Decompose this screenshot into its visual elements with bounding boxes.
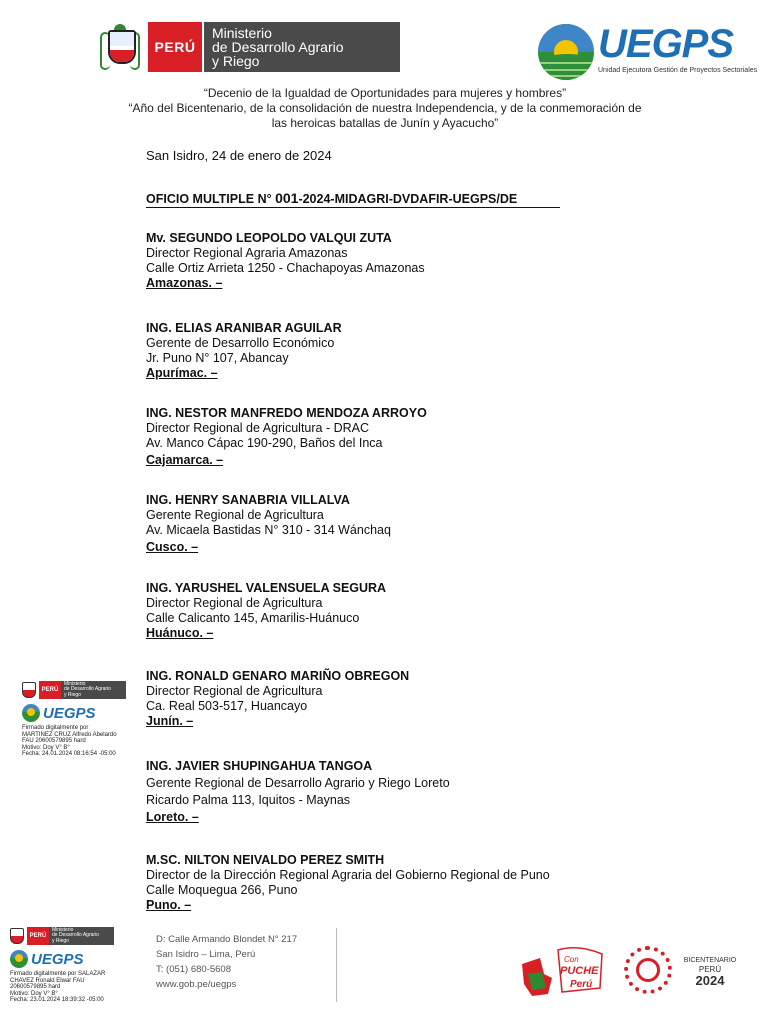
recipient-name: ING. NESTOR MANFREDO MENDOZA ARROYO: [146, 406, 427, 420]
recipient-name: ING. JAVIER SHUPINGAHUA TANGOA: [146, 759, 373, 773]
bicentenario-logo: BICENTENARIO PERÚ 2024: [624, 944, 744, 998]
digital-signature-stamp: PERÚ Ministerio de Desarrollo Agrario y Riego UEGPS Firmado digitalmente por MARTINEZ CRUZ Alfredo Abelardo FAU 20600579895 hard Motivo: Doy V° B° Fecha: 24.01.2024 08:16:54 -05:00: [22, 680, 132, 758]
recipient-role: Director Regional de Agricultura: [146, 684, 323, 698]
recipient-name: M.SC. NILTON NEIVALDO PEREZ SMITH: [146, 853, 385, 867]
oficio-number: 001: [275, 190, 299, 206]
recipient-block: [146, 581, 386, 641]
recipient-address: Calle Moquegua 266, Puno: [146, 883, 298, 897]
digital-signature-stamp: PERÚ Ministerio de Desarrollo Agrario y Riego UEGPS Firmado digitalmente por SALAZAR CHAVEZ Ronald Elwar FAU 20600579895 hard Motivo: Doy V° B° Fecha: 23.01.2024 18:39:32 -05:00: [10, 926, 120, 1004]
recipient-location: Puno. –: [146, 898, 192, 912]
svg-text:Perú: Perú: [570, 979, 593, 990]
uegps-wordmark: UEGPS: [598, 22, 734, 66]
recipient-location: Amazonas. –: [146, 276, 223, 290]
recipient-role: Director de la Dirección Regional Agraria del Gobierno Regional de Puno: [146, 868, 550, 882]
recipient-address: Calle Calicanto 145, Amarilis-Huánuco: [146, 611, 360, 625]
recipient-address: Calle Ortiz Arrieta 1250 - Chachapoyas Amazonas: [146, 261, 425, 275]
recipient-address: Av. Micaela Bastidas N° 310 - 314 Wánchaq: [146, 523, 391, 537]
recipient-name: Mv. SEGUNDO LEOPOLDO VALQUI ZUTA: [146, 231, 392, 245]
recipient-address: Av. Manco Cápac 190-290, Baños del Inca: [146, 436, 383, 450]
svg-text:Con: Con: [564, 955, 579, 964]
recipient-location: Apurímac. –: [146, 366, 218, 380]
recipient-block: [146, 406, 427, 468]
uegps-logo: [538, 22, 758, 80]
recipient-block: [146, 493, 391, 555]
recipient-name: ING. HENRY SANABRIA VILLALVA: [146, 493, 350, 507]
recipient-block: [146, 853, 550, 913]
motto-line: las heroicas batallas de Junín y Ayacucho”: [271, 116, 499, 130]
coat-of-arms-icon: [22, 682, 36, 698]
recipient-block: [146, 231, 425, 291]
recipient-block: [146, 759, 450, 825]
recipient-location: Cajamarca. –: [146, 453, 224, 467]
bicentenario-emblem-icon: [624, 946, 672, 994]
signature-details: Firmado digitalmente por SALAZAR CHAVEZ Ronald Elwar FAU 20600579895 hard Motivo: Doy V° B° Fecha: 23.01.2024 18:39:32 -05:00: [10, 971, 106, 1003]
recipient-address: Ricardo Palma 113, Iquitos - Maynas: [146, 793, 351, 807]
uegps-subtitle: Unidad Ejecutora Gestión de Proyectos Sectoriales: [598, 67, 758, 74]
recipient-role: Director Regional Agraria Amazonas: [146, 246, 348, 260]
recipient-name: ING. YARUSHEL VALENSUELA SEGURA: [146, 581, 387, 595]
year-mottos: [100, 86, 670, 131]
recipient-role: Director Regional de Agricultura: [146, 596, 323, 610]
website-link[interactable]: www.gob.pe/uegps: [156, 979, 237, 990]
document-reference: OFICIO MULTIPLE N° 001-2024-MIDAGRI-DVDAFIR-UEGPS/DE: [146, 190, 560, 208]
signature-details: Firmado digitalmente por MARTINEZ CRUZ Alfredo Abelardo FAU 20600579895 hard Motivo: Doy V° B° Fecha: 24.01.2024 08:16:54 -05:00: [22, 725, 117, 757]
coat-of-arms-icon: [10, 928, 24, 944]
footer-address: D: Calle Armando Blondet N° 217 San Isidro – Lima, Perú T: (051) 680-5608 www.gob.pe/uegps: [148, 928, 337, 1002]
uegps-emblem-icon: [10, 950, 28, 968]
recipient-block: [146, 669, 409, 729]
con-punche-peru-logo: [518, 944, 608, 998]
uegps-emblem-icon: [538, 24, 594, 80]
recipient-location: Junín. –: [146, 714, 194, 728]
recipient-location: Loreto. –: [146, 810, 199, 824]
recipient-name: ING. RONALD GENARO MARIÑO OBREGON: [146, 669, 410, 683]
recipient-role: Gerente de Desarrollo Económico: [146, 336, 335, 350]
recipient-address: Ca. Real 503-517, Huancayo: [146, 699, 308, 713]
recipient-role: Director Regional de Agricultura - DRAC: [146, 421, 370, 435]
recipient-role: Gerente Regional de Agricultura: [146, 508, 324, 522]
uegps-emblem-icon: [22, 704, 40, 722]
document-date: San Isidro, 24 de enero de 2024: [146, 148, 332, 163]
ministry-name: Ministerio de Desarrollo Agrario y Riego: [202, 22, 400, 72]
recipient-role: Gerente Regional de Desarrollo Agrario y Riego Loreto: [146, 776, 450, 790]
motto-line: “Decenio de la Igualdad de Oportunidades para mujeres y hombres”: [203, 86, 567, 100]
recipient-location: Huánuco. –: [146, 626, 214, 640]
svg-text:PUCHE: PUCHE: [560, 965, 599, 977]
peru-label: PERÚ: [148, 22, 202, 72]
ministry-logo: [100, 22, 400, 72]
recipient-name: ING. ELIAS ARANIBAR AGUILAR: [146, 321, 342, 335]
coat-of-arms-icon: [100, 24, 140, 70]
recipient-address: Jr. Puno N° 107, Abancay: [146, 351, 289, 365]
recipient-location: Cusco. –: [146, 540, 199, 554]
motto-line: “Año del Bicentenario, de la consolidación de nuestra Independencia, y de la conmemoración de: [128, 101, 642, 115]
recipient-block: [146, 321, 342, 381]
